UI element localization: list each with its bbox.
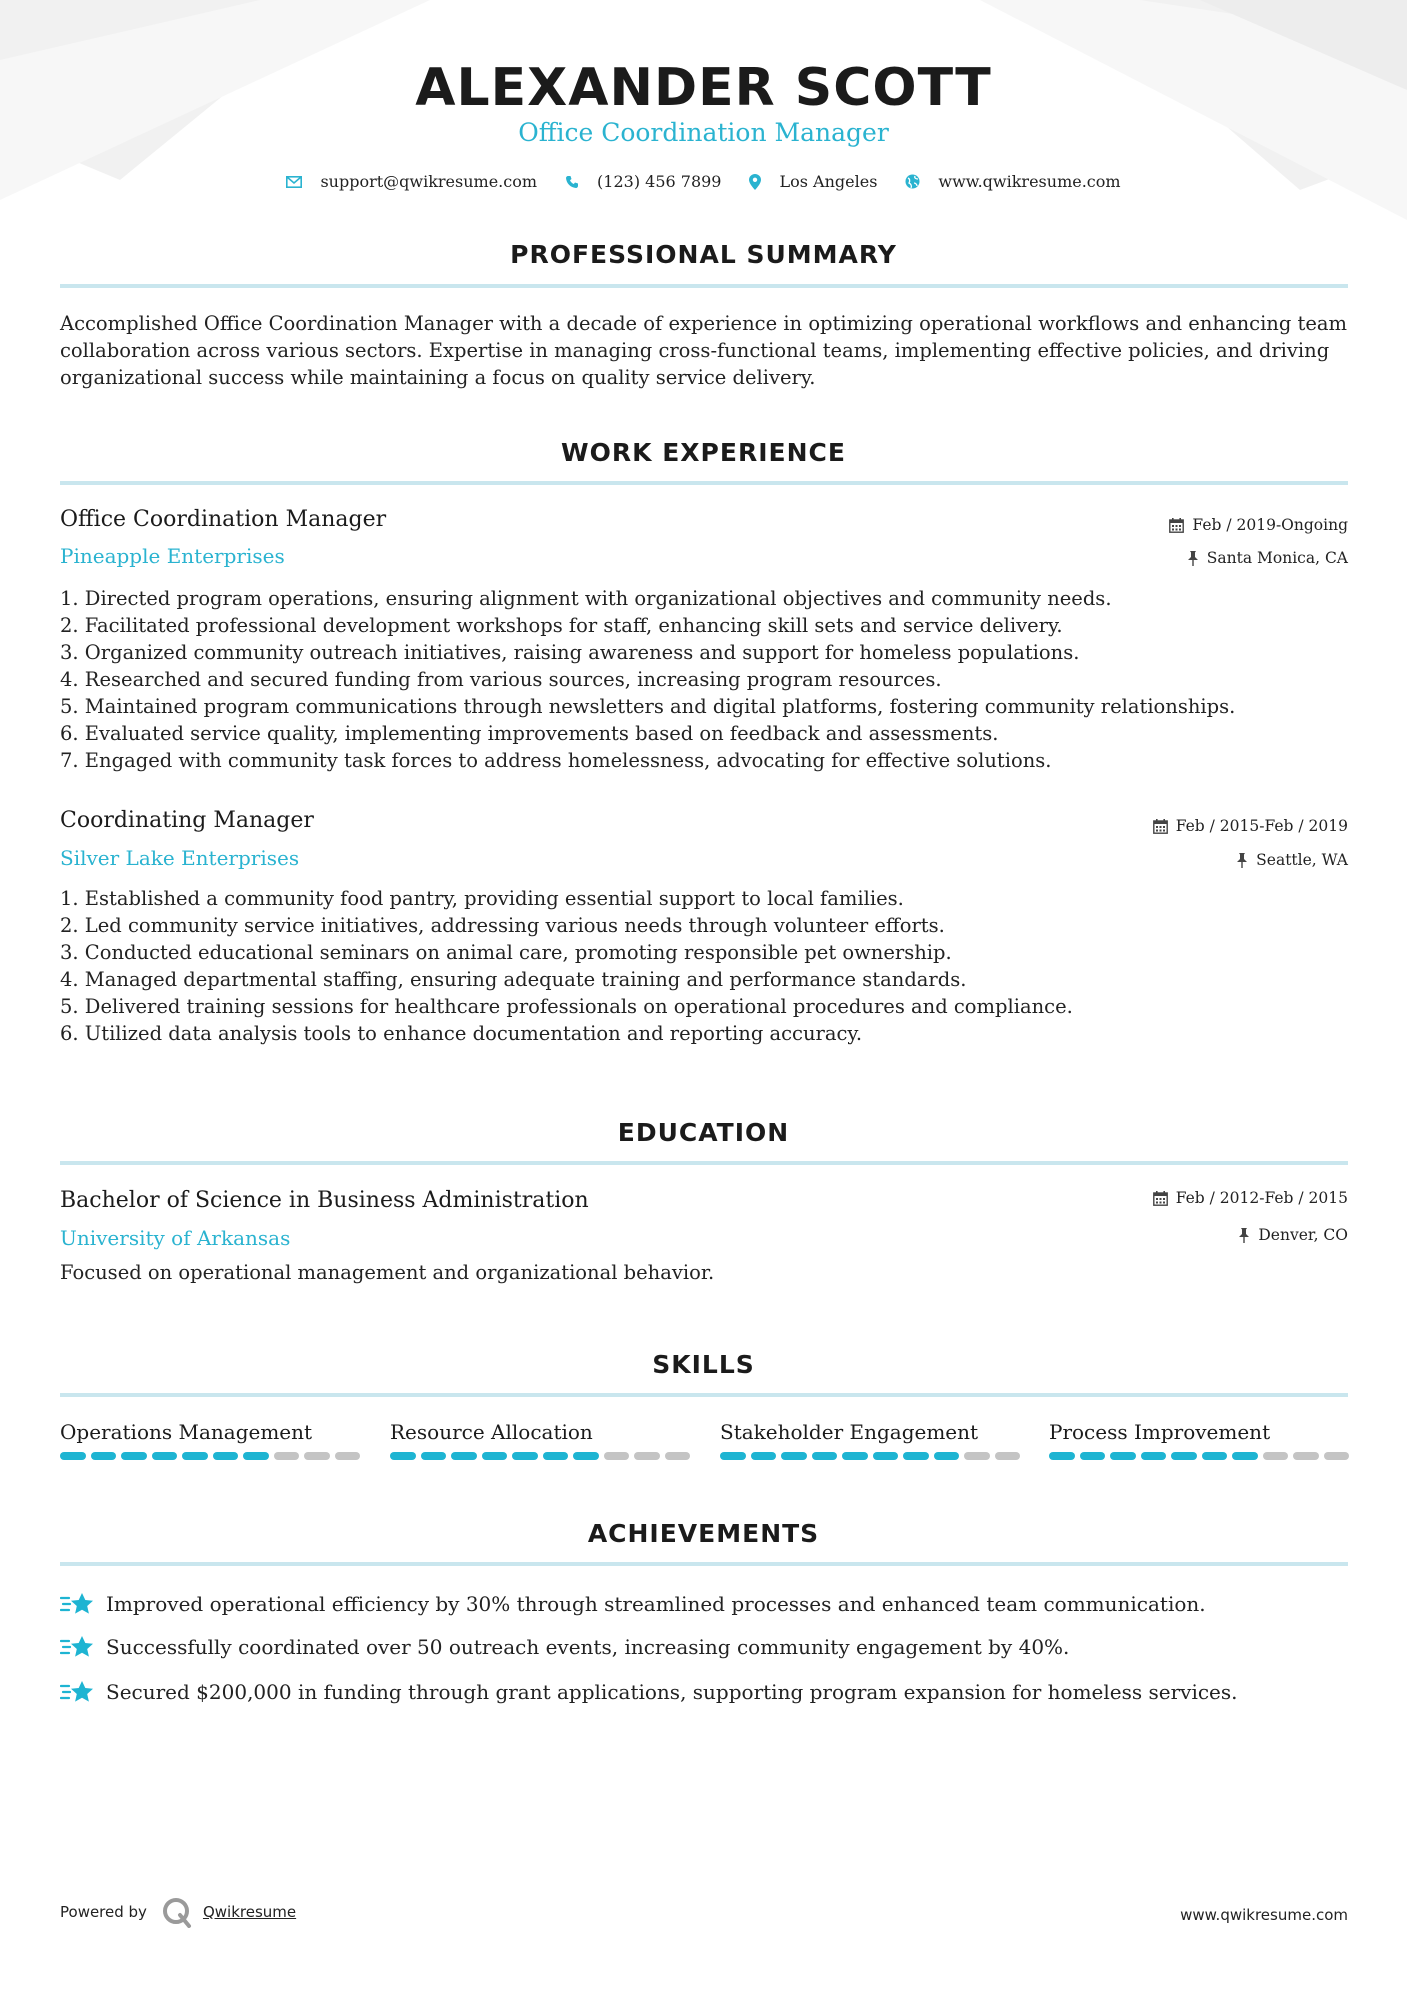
job-dates — [1153, 817, 1348, 835]
candidate-name: ALEXANDER SCOTT — [415, 58, 992, 118]
experience-divider — [60, 481, 1348, 485]
contact-bar — [0, 172, 1407, 191]
skill-level-segment — [665, 1452, 691, 1460]
skill-level-segment — [91, 1452, 117, 1460]
skill-level-segment — [121, 1452, 147, 1460]
pushpin-icon — [1187, 551, 1199, 566]
star-icon — [60, 1633, 96, 1661]
skill-level-segment — [152, 1452, 178, 1460]
skill-level-segment — [573, 1452, 599, 1460]
job-location-text: Seattle, WA — [1256, 851, 1348, 869]
skill-level-segment — [720, 1452, 746, 1460]
contact-location — [749, 172, 877, 191]
skill-level-segment — [1324, 1452, 1350, 1460]
skill-level-segment — [1202, 1452, 1228, 1460]
calendar-icon — [1153, 1191, 1168, 1206]
skill-level-segment — [903, 1452, 929, 1460]
job-title: Coordinating Manager — [60, 808, 314, 833]
skill-level-segment — [1141, 1452, 1167, 1460]
experience-heading: WORK EXPERIENCE — [561, 438, 846, 467]
summary-text: Accomplished Office Coordination Manager with a decade of experience in optimizing operational workflows and enhancing team collaboration across various sectors. Expertise in managing cross-functional teams, implementing effective policies, and driving organizational success while maintaining a focus on quality service delivery. — [60, 312, 1348, 389]
pushpin-icon — [1236, 853, 1248, 868]
list-item: 6. Utilized data analysis tools to enhance documentation and reporting accuracy. — [60, 1022, 863, 1045]
job-location — [1236, 851, 1348, 869]
envelope-icon — [286, 176, 302, 188]
skill-level-segment — [1080, 1452, 1106, 1460]
education-divider — [60, 1161, 1348, 1165]
skill-level-segment — [213, 1452, 239, 1460]
job-title: Office Coordination Manager — [60, 507, 387, 532]
skill-name: Resource Allocation — [390, 1420, 593, 1444]
education-location-text: Denver, CO — [1258, 1226, 1348, 1244]
contact-website-text: www.qwikresume.com — [938, 172, 1121, 191]
skill-item — [390, 1420, 690, 1460]
contact-email-text: support@qwikresume.com — [320, 172, 538, 191]
pushpin-icon — [1238, 1228, 1250, 1243]
star-icon — [60, 1590, 96, 1618]
list-item: 2. Facilitated professional development workshops for staff, enhancing skill sets and service delivery. — [60, 614, 1063, 637]
skill-level-segment — [842, 1452, 868, 1460]
skill-level-segment — [964, 1452, 990, 1460]
skill-level-segment — [274, 1452, 300, 1460]
star-icon — [60, 1678, 96, 1706]
job-dates-text: Feb / 2019-Ongoing — [1192, 516, 1348, 534]
list-item: 7. Engaged with community task forces to address homelessness, advocating for effective solutions. — [60, 749, 1052, 772]
education-dates — [1153, 1189, 1348, 1207]
skill-level-segment — [873, 1452, 899, 1460]
skill-level-segment — [243, 1452, 269, 1460]
skill-level-segment — [604, 1452, 630, 1460]
footer-website[interactable]: www.qwikresume.com — [1180, 1906, 1348, 1924]
skill-item — [720, 1420, 1020, 1460]
job-dates — [1169, 516, 1348, 534]
achievements-heading: ACHIEVEMENTS — [587, 1519, 820, 1548]
calendar-icon — [1153, 819, 1168, 834]
achievement-item — [60, 1678, 1238, 1706]
skills-heading: SKILLS — [652, 1350, 755, 1379]
skill-level-bar — [390, 1452, 690, 1460]
achievement-item — [60, 1590, 1206, 1618]
footer-powered-by — [60, 1896, 296, 1928]
list-item: 2. Led community service initiatives, addressing various needs through volunteer efforts. — [60, 914, 945, 937]
list-item: 5. Delivered training sessions for healthcare professionals on operational procedures and compliance. — [60, 995, 1073, 1018]
summary-heading: PROFESSIONAL SUMMARY — [510, 240, 897, 269]
skill-level-segment — [1171, 1452, 1197, 1460]
candidate-title: Office Coordination Manager — [518, 118, 889, 147]
skill-level-segment — [1263, 1452, 1289, 1460]
contact-location-text: Los Angeles — [779, 172, 878, 191]
list-item: 1. Directed program operations, ensuring alignment with organizational objectives and community needs. — [60, 587, 1112, 610]
globe-icon — [905, 174, 920, 189]
job-bullets — [60, 885, 1350, 1047]
skill-level-bar — [60, 1452, 360, 1460]
skill-level-segment — [995, 1452, 1021, 1460]
achievement-item — [60, 1633, 1069, 1661]
skill-item — [1049, 1420, 1349, 1460]
skill-level-segment — [1049, 1452, 1075, 1460]
job-company: Pineapple Enterprises — [60, 544, 285, 568]
list-item: 1. Established a community food pantry, providing essential support to local families. — [60, 887, 904, 910]
skill-name: Operations Management — [60, 1420, 313, 1444]
education-school: University of Arkansas — [60, 1226, 291, 1250]
skill-level-segment — [751, 1452, 777, 1460]
contact-phone[interactable] — [565, 172, 721, 191]
skill-level-segment — [60, 1452, 86, 1460]
education-location — [1238, 1226, 1348, 1244]
skill-level-segment — [1293, 1452, 1319, 1460]
skill-level-segment — [634, 1452, 660, 1460]
skill-level-segment — [512, 1452, 538, 1460]
list-item: 4. Researched and secured funding from various sources, increasing program resources. — [60, 668, 942, 691]
job-location-text: Santa Monica, CA — [1206, 549, 1348, 567]
achievements-divider — [60, 1562, 1348, 1566]
summary-divider — [60, 284, 1348, 288]
achievement-text: Secured $200,000 in funding through grant applications, supporting program expansion for homeless services. — [106, 1680, 1238, 1704]
list-item: 3. Conducted educational seminars on animal care, promoting responsible pet ownership. — [60, 941, 952, 964]
contact-email[interactable] — [286, 172, 537, 191]
skill-level-segment — [482, 1452, 508, 1460]
calendar-icon — [1169, 518, 1184, 533]
list-item: 6. Evaluated service quality, implementing improvements based on feedback and assessments. — [60, 722, 999, 745]
skill-level-segment — [1110, 1452, 1136, 1460]
education-heading: EDUCATION — [617, 1118, 790, 1147]
skill-item — [60, 1420, 360, 1460]
skill-level-segment — [781, 1452, 807, 1460]
powered-by-label: Powered by — [60, 1903, 147, 1921]
skill-level-segment — [182, 1452, 208, 1460]
skill-level-bar — [720, 1452, 1020, 1460]
contact-website[interactable] — [905, 172, 1120, 191]
education-description: Focused on operational management and organizational behavior. — [60, 1261, 715, 1284]
job-dates-text: Feb / 2015-Feb / 2019 — [1175, 817, 1348, 835]
qwikresume-logo-icon — [161, 1896, 193, 1928]
job-company: Silver Lake Enterprises — [60, 846, 300, 870]
list-item: 3. Organized community outreach initiatives, raising awareness and support for homeless populations. — [60, 641, 1080, 664]
skill-level-segment — [390, 1452, 416, 1460]
skill-level-bar — [1049, 1452, 1349, 1460]
skill-level-segment — [451, 1452, 477, 1460]
phone-icon — [565, 175, 579, 189]
skill-level-segment — [543, 1452, 569, 1460]
skill-level-segment — [304, 1452, 330, 1460]
skill-level-segment — [934, 1452, 960, 1460]
achievement-text: Successfully coordinated over 50 outreach events, increasing community engagement by 40%. — [106, 1635, 1070, 1659]
education-degree: Bachelor of Science in Business Administration — [60, 1188, 589, 1213]
skill-level-segment — [335, 1452, 361, 1460]
map-pin-icon — [749, 174, 761, 190]
achievement-text: Improved operational efficiency by 30% through streamlined processes and enhanced team communication. — [106, 1592, 1206, 1616]
skill-level-segment — [812, 1452, 838, 1460]
skill-name: Stakeholder Engagement — [720, 1420, 979, 1444]
skill-level-segment — [1232, 1452, 1258, 1460]
education-dates-text: Feb / 2012-Feb / 2015 — [1175, 1189, 1348, 1207]
skill-level-segment — [421, 1452, 447, 1460]
contact-phone-text: (123) 456 7899 — [597, 172, 722, 191]
skill-name: Process Improvement — [1049, 1420, 1271, 1444]
job-location — [1187, 549, 1348, 567]
list-item: 5. Maintained program communications through newsletters and digital platforms, fostering community relationships. — [60, 695, 1236, 718]
job-bullets — [60, 585, 1350, 774]
skills-divider — [60, 1393, 1348, 1397]
list-item: 4. Managed departmental staffing, ensuring adequate training and performance standards. — [60, 968, 967, 991]
qwikresume-link[interactable]: Qwikresume — [202, 1903, 297, 1921]
